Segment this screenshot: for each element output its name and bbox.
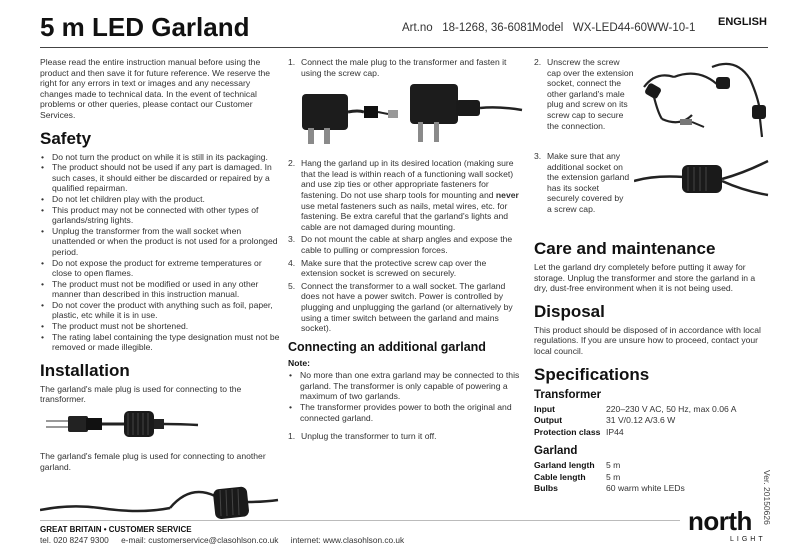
care-heading: Care and maintenance bbox=[534, 239, 716, 258]
list-item: 1. Connect the male plug to the transformer and fasten it using the screw cap. bbox=[288, 57, 507, 78]
install-steps-a bbox=[288, 57, 524, 78]
page-title: 5 m LED Garland bbox=[40, 12, 250, 42]
list-item: 3. Do not mount the cable at sharp angles and expose the cable to pulling or compression forces. bbox=[288, 234, 513, 255]
installation-heading: Installation bbox=[40, 360, 130, 380]
table-row: Garland length 5 m bbox=[534, 460, 621, 471]
list-item: 2. Hang the garland up in its desired location (making sure that the lead is within reach of a functioning wall socket) and use zip ties or other appropriate fasteners for fastening. Do not use sharp tools for mounting and never use metal fasteners such as nails, metal wires, etc. for fastening. Be extra careful that the garland's lights and cable are not damaged during mounting. bbox=[288, 158, 519, 232]
logo-sub: LIGHT bbox=[730, 536, 766, 543]
connecting-steps-a bbox=[288, 431, 524, 442]
page-header bbox=[0, 0, 808, 48]
table-row: Output 31 V/0.12 A/3.6 W bbox=[534, 415, 676, 426]
north-light-logo bbox=[688, 506, 770, 546]
male-plug-illustration bbox=[40, 407, 200, 441]
column-left bbox=[40, 57, 280, 532]
list-item: • The transformer provides power to both the original and connected garland. bbox=[288, 402, 524, 423]
transformer-illustration bbox=[288, 80, 524, 158]
footer-email[interactable]: e-mail: customerservice@clasohlson.co.uk bbox=[121, 535, 279, 545]
column-middle bbox=[288, 57, 524, 444]
note-label: Note: bbox=[288, 357, 310, 368]
list-item: • The product must not be modified or used in any other manner than described in this instruction manual. bbox=[40, 279, 280, 300]
list-item: 4. Make sure that the protective screw cap over the extension socket is screwed on securely. bbox=[288, 257, 487, 279]
garland-spec-table bbox=[534, 460, 685, 495]
list-item: • The product must not be shortened. bbox=[40, 321, 280, 332]
footer-divider bbox=[40, 520, 680, 521]
connecting-heading: Connecting an additional garland bbox=[288, 339, 486, 354]
list-item: • Do not cover the product with anything such as foil, paper, plastic, etc while it is in use. bbox=[40, 300, 280, 321]
header-divider bbox=[40, 47, 768, 48]
list-item: 1. Unplug the transformer to turn it off. bbox=[288, 431, 437, 442]
intro-text: Please read the entire instruction manual before using the product and then save it for future reference. We reserve the right for any errors in text or images and any necessary changes made to technical data. In the event of technical problems or other queries, please contact our Customer Services. bbox=[40, 57, 271, 120]
list-item: • Do not expose the product for extreme temperatures or close to open flames. bbox=[40, 258, 280, 279]
footer-tel: tel. 020 8247 9300 bbox=[40, 535, 109, 545]
footer-internet[interactable]: internet: www.clasohlson.co.uk bbox=[290, 535, 405, 545]
list-item: • Unplug the transformer from the wall socket when unattended or when the product is not used for a prolonged period. bbox=[40, 226, 280, 258]
connecting-notes bbox=[288, 370, 524, 423]
list-item: • Do not let children play with the product. bbox=[40, 194, 280, 205]
screw-cap-illustration bbox=[634, 151, 770, 211]
logo-word: north bbox=[688, 506, 752, 536]
transformer-spec-table bbox=[534, 404, 736, 439]
table-row: Protection class IP44 bbox=[534, 426, 624, 437]
step2-block bbox=[534, 57, 770, 147]
list-item: • The rating label containing the type designation must not be removed or made illegible. bbox=[40, 332, 280, 353]
table-row: Input 220–230 V AC, 50 Hz, max 0.06 A bbox=[534, 403, 737, 414]
safety-heading: Safety bbox=[40, 128, 92, 148]
garland-heading: Garland bbox=[534, 445, 578, 458]
safety-list bbox=[40, 152, 280, 353]
table-row: Bulbs 60 warm white LEDs bbox=[534, 483, 685, 494]
list-item: 2. Unscrew the screw cap over the extension socket, connect the other garland's male plug and screw on its screw cap to secure the connection. bbox=[534, 57, 634, 131]
list-item: • The product should not be used if any part is damaged. In such cases, it should either be discarded or repaired by a qualified repairman. bbox=[40, 162, 280, 194]
list-item: • Do not turn the product on while it is still in its packaging. bbox=[40, 152, 280, 163]
disposal-heading: Disposal bbox=[534, 301, 605, 321]
specifications-heading: Specifications bbox=[534, 364, 650, 384]
female-plug-illustration bbox=[40, 474, 280, 532]
step3-block bbox=[534, 151, 770, 231]
list-item: • This product may not be connected with other types of garlands/string lights. bbox=[40, 205, 280, 226]
care-text: Let the garland dry completely before putting it away for storage. Unplug the transformer and store the garland in a dry, dust-free environment when it is not being used. bbox=[534, 262, 756, 294]
list-item: • No more than one extra garland may be connected to this garland. The transformer is only capable of powering a maximum of two garlands. bbox=[288, 370, 524, 402]
extension-connection-illustration bbox=[640, 57, 770, 143]
column-right bbox=[534, 57, 770, 495]
article-number: Art.no 18-1268, 36-6081 bbox=[402, 22, 534, 34]
male-plug-text: The garland's male plug is used for connecting to the transformer. bbox=[40, 383, 242, 405]
footer-contact bbox=[40, 535, 414, 545]
list-item: 3. Make sure that any additional socket on the extension garland has its socket securely covered by a screw cap. bbox=[534, 151, 630, 214]
footer-service-line: GREAT BRITAIN • CUSTOMER SERVICE bbox=[40, 525, 192, 534]
transformer-heading: Transformer bbox=[534, 388, 602, 401]
table-row: Cable length 5 m bbox=[534, 471, 621, 482]
female-plug-text: The garland's female plug is used for connecting to another garland. bbox=[40, 451, 266, 472]
version-label: Ver. 20150626 bbox=[762, 470, 772, 525]
list-item: 5. Connect the transformer to a wall socket. The garland does not have a power switch. Power is controlled by plugging and unplugging the garland (or alternatively by using a timer switch between the garland and mains socket). bbox=[288, 280, 513, 334]
install-steps-b bbox=[288, 158, 524, 334]
disposal-text: This product should be disposed of in accordance with local regulations. If you are unsure how to proceed, contact your local council. bbox=[534, 324, 761, 356]
language-label: ENGLISH bbox=[718, 16, 767, 28]
model-number: Model WX-LED44-60WW-10-1 bbox=[532, 22, 696, 34]
